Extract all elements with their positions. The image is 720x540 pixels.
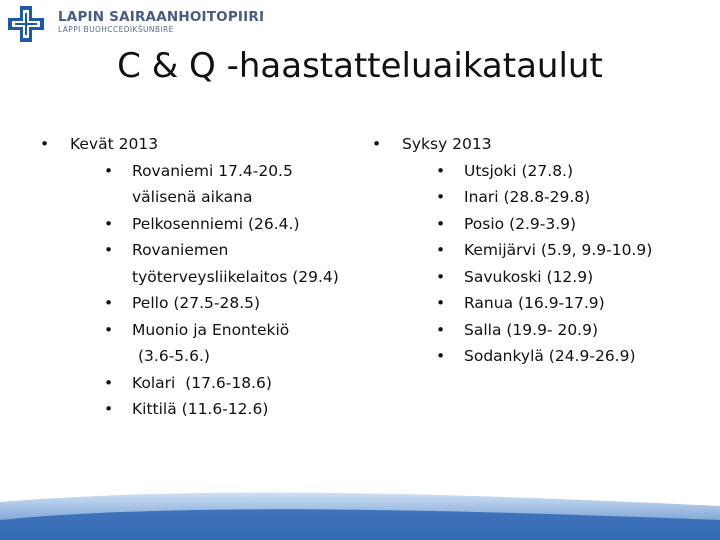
bullet: • (104, 161, 114, 180)
list-item: • Muonio ja Enontekiö (3.6-5.6.) (104, 317, 360, 370)
list-item: • Salla (19.9- 20.9) (436, 317, 712, 344)
footer-wave-decoration (0, 480, 720, 540)
spring-column (40, 131, 360, 423)
list-item: • Rovaniemen työterveysliikelaitos (29.4) (104, 237, 360, 290)
bullet: • (104, 294, 114, 312)
organization-subtitle: LAPPI BUOHCCEDIKŠUNBIRE (58, 25, 174, 34)
bullet: • (436, 188, 446, 206)
spring-heading: • Kevät 2013 (40, 131, 360, 158)
slide-title: C & Q -haastatteluaikataulut (117, 46, 603, 86)
bullet: • (372, 135, 382, 153)
list-item: • Inari (28.8-29.8) (436, 184, 712, 211)
bullet: • (104, 214, 114, 233)
list-item: • Posio (2.9-3.9) (436, 211, 712, 238)
list-item: • Kittilä (11.6-12.6) (104, 396, 360, 423)
bullet: • (104, 400, 114, 418)
list-item: • Rovaniemi 17.4-20.5 välisenä aikana (104, 158, 360, 211)
list-item: • Pello (27.5-28.5) (104, 290, 360, 317)
bullet: • (436, 347, 446, 365)
list-item: • Pelkosenniemi (26.4.) (104, 211, 360, 238)
list-item: • Sodankylä (24.9-26.9) (436, 343, 712, 370)
list-item: • Ranua (16.9-17.9) (436, 290, 712, 317)
list-item: • Kemijärvi (5.9, 9.9-10.9) (436, 237, 712, 264)
bullet: • (436, 214, 446, 233)
bullet: • (40, 135, 50, 153)
list-item: • Utsjoki (27.8.) (436, 158, 712, 185)
bullet: • (436, 241, 446, 259)
bullet: • (436, 320, 446, 339)
bullet: • (104, 373, 114, 392)
bullet: • (436, 267, 446, 286)
bullet: • (104, 241, 114, 259)
organization-name: LAPIN SAIRAANHOITOPIIRI (58, 9, 265, 25)
list-item: • Kolari (17.6-18.6) (104, 370, 360, 397)
bullet: • (104, 320, 114, 339)
list-item: • Savukoski (12.9) (436, 264, 712, 291)
bullet: • (436, 161, 446, 180)
medical-cross-logo-icon (6, 4, 46, 44)
autumn-heading: • Syksy 2013 (372, 131, 712, 158)
autumn-column (372, 131, 712, 370)
bullet: • (436, 294, 446, 312)
